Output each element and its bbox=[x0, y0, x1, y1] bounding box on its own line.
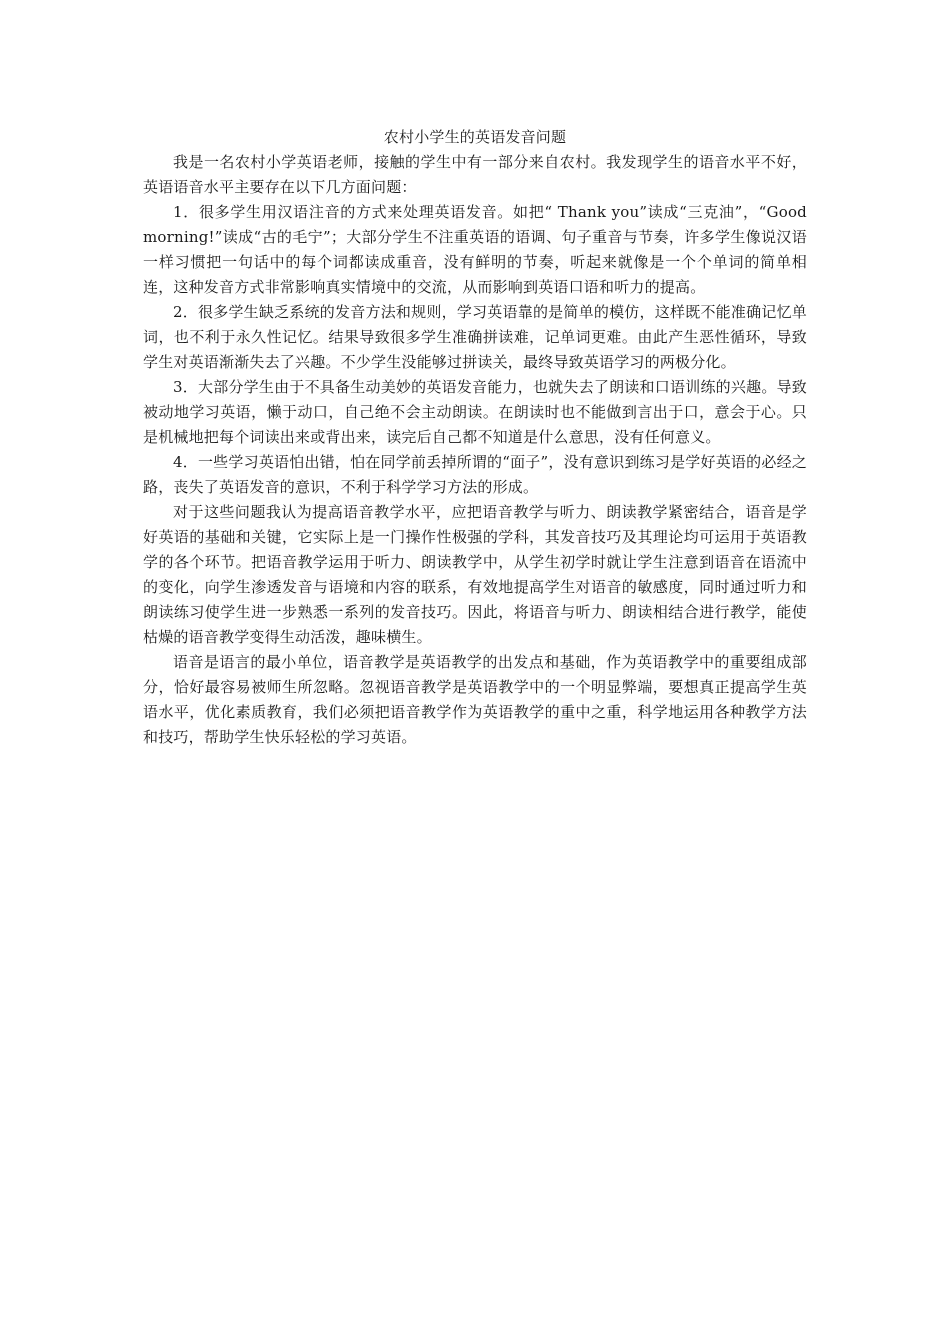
paragraph-point-2: 2．很多学生缺乏系统的发音方法和规则，学习英语靠的是简单的模仿，这样既不能准确记忆单词，也不利于永久性记忆。结果导致很多学生准确拼读难，记单词更难。由此产生恶性循环，导致学生对英语渐渐失去了兴趣。不少学生没能够过拼读关，最终导致英语学习的两极分化。 bbox=[143, 303, 807, 371]
paragraph-point-3: 3．大部分学生由于不具备生动美妙的英语发音能力，也就失去了朗读和口语训练的兴趣。导致被动地学习英语，懒于动口，自己绝不会主动朗读。在朗读时也不能做到言出于口，意会于心。只是机械地把每个词读出来或背出来，读完后自己都不知道是什么意思，没有任何意义。 bbox=[143, 378, 807, 446]
document-title: 农村小学生的英语发音问题 bbox=[383, 128, 567, 146]
paragraph-point-1: 1．很多学生用汉语注音的方式来处理英语发音。如把“ Thank you”读成“三克油”，“Good morning!”读成“古的毛宁”；大部分学生不注重英语的语调、句子重音与节奏，许多学生像说汉语一样习惯把一句话中的每个词都读成重音，没有鲜明的节奏，听起来就像是一个个单词的简单相连，这种发音方式非常影响真实情境中的交流，从而影响到英语口语和听力的提高。 bbox=[143, 203, 807, 296]
paragraph-intro: 我是一名农村小学英语老师，接触的学生中有一部分来自农村。我发现学生的语音水平不好，英语语音水平主要存在以下几方面问题： bbox=[143, 153, 807, 196]
paragraph-point-4: 4．一些学习英语怕出错，怕在同学前丢掉所谓的“面子”，没有意识到练习是学好英语的必经之路，丧失了英语发音的意识，不利于科学学习方法的形成。 bbox=[143, 453, 807, 496]
paragraph-solution: 对于这些问题我认为提高语音教学水平，应把语音教学与听力、朗读教学紧密结合，语音是学好英语的基础和关键，它实际上是一门操作性极强的学科，其发音技巧及其理论均可运用于英语教学的各个环节。把语音教学运用于听力、朗读教学中，从学生初学时就让学生注意到语音在语流中的变化，向学生渗透发音与语境和内容的联系，有效地提高学生对语音的敏感度，同时通过听力和朗读练习使学生进一步熟悉一系列的发音技巧。因此，将语音与听力、朗读相结合进行教学，能使枯燥的语音教学变得生动活泼，趣味横生。 bbox=[143, 503, 807, 646]
paragraph-conclusion: 语音是语言的最小单位，语音教学是英语教学的出发点和基础，作为英语教学中的重要组成部分，恰好最容易被师生所忽略。忽视语音教学是英语教学中的一个明显弊端，要想真正提高学生英语水平，优化素质教育，我们必须把语音教学作为英语教学的重中之重，科学地运用各种教学方法和技巧，帮助学生快乐轻松的学习英语。 bbox=[143, 653, 807, 746]
document-body bbox=[143, 125, 807, 750]
